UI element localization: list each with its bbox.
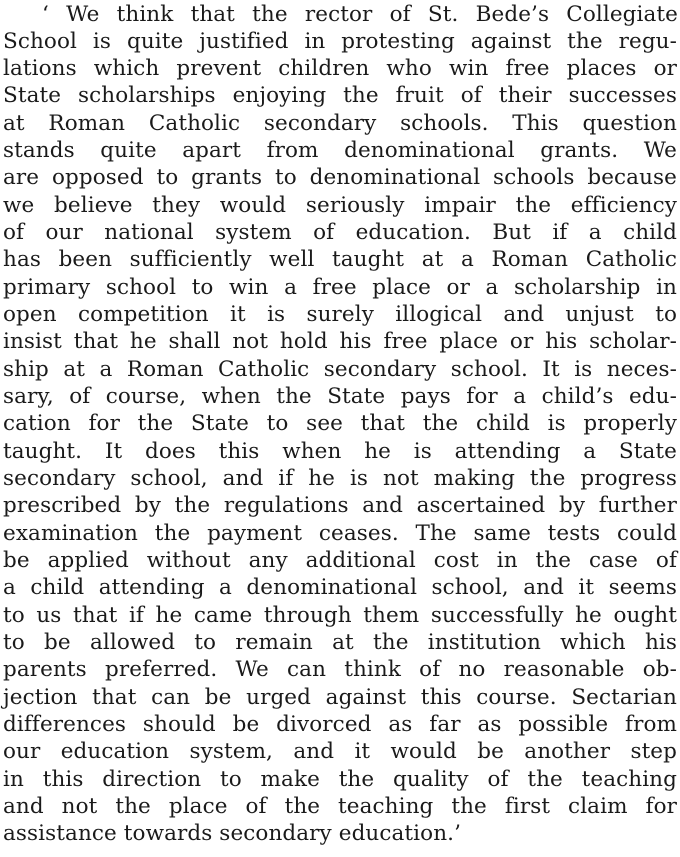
text-line-30: and not the place of the teaching the first claim for <box>3 794 677 819</box>
text-line-12: open competition it is surely illogical and unjust to <box>3 302 677 327</box>
text-line-16: cation for the State to see that the child is properly <box>3 411 677 436</box>
text-line-11: primary school to win a free place or a scholarship in <box>3 275 677 300</box>
text-line-27: differences should be divorced as far as possible from <box>3 712 677 737</box>
text-line-14: ship at a Roman Catholic secondary school. It is neces- <box>3 357 677 382</box>
text-line-22: a child attending a denominational school, and it seems <box>3 575 677 600</box>
text-line-3: lations which prevent children who win free places or <box>3 56 677 81</box>
text-line-19: prescribed by the regulations and ascertained by further <box>3 493 677 518</box>
text-line-8: we believe they would seriously impair the efficiency <box>3 193 677 218</box>
text-line-5: at Roman Catholic secondary schools. This question <box>3 111 677 136</box>
text-line-26: jection that can be urged against this course. Sectarian <box>3 685 677 710</box>
text-line-9: of our national system of education. But if a child <box>3 220 677 245</box>
text-line-1: ‘ We think that the rector of St. Bede’s Collegiate <box>42 2 678 27</box>
text-line-4: State scholarships enjoying the fruit of their successes <box>3 83 677 108</box>
text-line-7: are opposed to grants to denominational schools because <box>3 165 677 190</box>
text-line-15: sary, of course, when the State pays for a child’s edu- <box>3 384 677 409</box>
text-line-21: be applied without any additional cost in the case of <box>3 548 677 573</box>
text-line-31: assistance towards secondary education.’ <box>3 821 462 846</box>
text-line-29: in this direction to make the quality of the teaching <box>3 767 677 792</box>
text-line-10: has been sufficiently well taught at a Roman Catholic <box>3 247 677 272</box>
text-line-24: to be allowed to remain at the institution which his <box>3 630 677 655</box>
text-line-2: School is quite justified in protesting against the regu- <box>3 29 677 54</box>
text-line-13: insist that he shall not hold his free place or his scholar- <box>3 329 677 354</box>
text-line-25: parents preferred. We can think of no reasonable ob- <box>3 657 677 682</box>
text-line-17: taught. It does this when he is attending a State <box>3 439 677 464</box>
text-line-23: to us that if he came through them successfully he ought <box>3 603 677 628</box>
text-line-28: our education system, and it would be another step <box>3 739 677 764</box>
text-line-6: stands quite apart from denominational grants. We <box>3 138 677 163</box>
text-line-18: secondary school, and if he is not making the progress <box>3 466 677 491</box>
text-line-20: examination the payment ceases. The same tests could <box>3 521 677 546</box>
